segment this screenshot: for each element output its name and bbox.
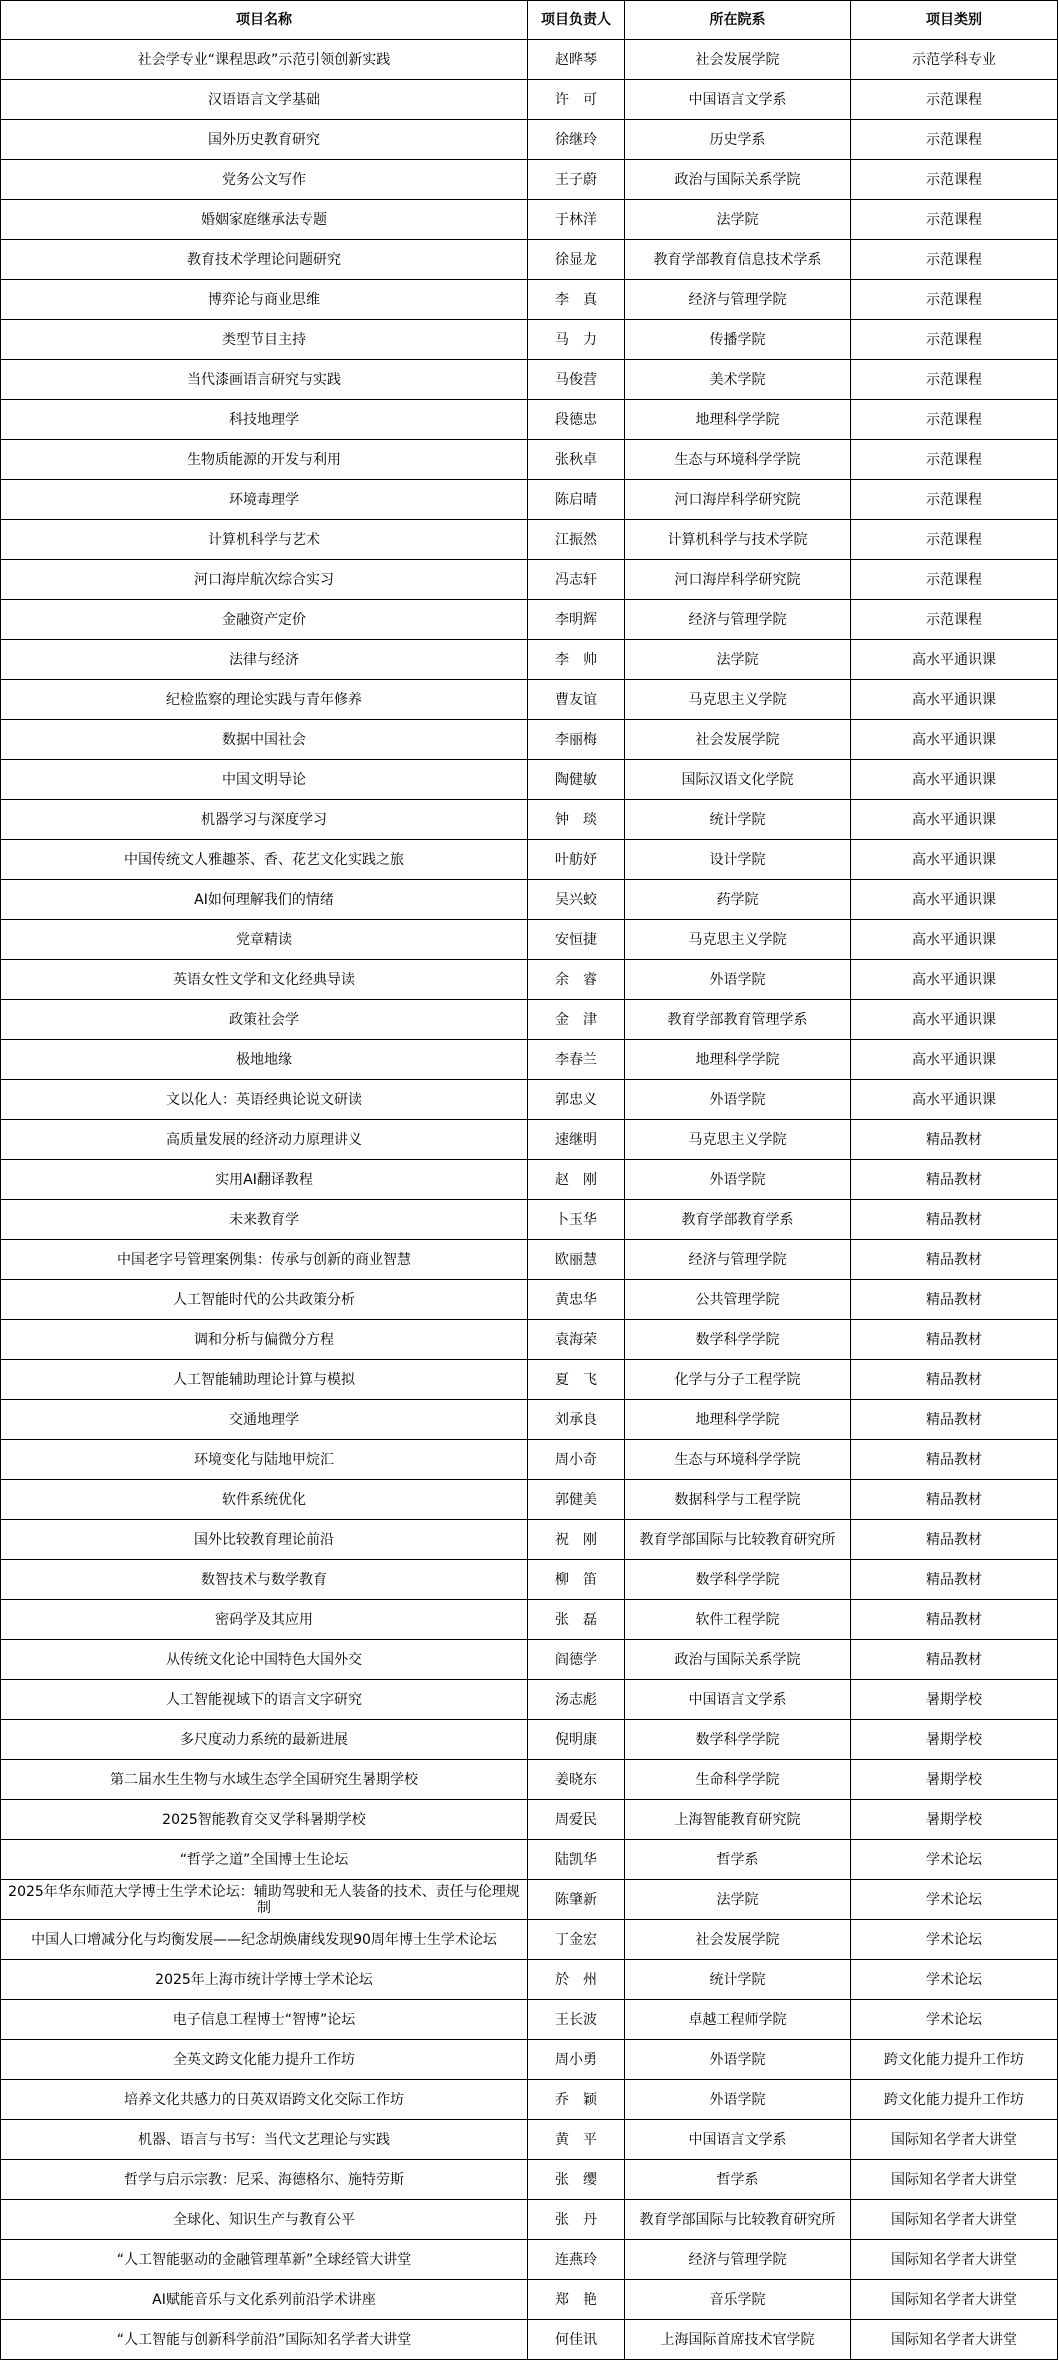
table-row <box>1 1560 1058 1600</box>
header-row <box>1 1 1058 40</box>
cell-department: 法学院 <box>625 1880 851 1920</box>
cell-project-name: 环境变化与陆地甲烷汇 <box>1 1440 528 1480</box>
cell-project-category: 精品教材 <box>851 1120 1058 1160</box>
cell-project-name: 党章精读 <box>1 920 528 960</box>
table-row <box>1 1880 1058 1920</box>
cell-department: 外语学院 <box>625 1080 851 1120</box>
cell-department: 化学与分子工程学院 <box>625 1360 851 1400</box>
cell-department: 数学科学学院 <box>625 1720 851 1760</box>
cell-project-leader: 金 津 <box>528 1000 625 1040</box>
cell-department: 公共管理学院 <box>625 1280 851 1320</box>
cell-department: 地理科学学院 <box>625 1040 851 1080</box>
cell-department: 国际汉语文化学院 <box>625 760 851 800</box>
cell-project-category: 高水平通识课 <box>851 960 1058 1000</box>
table-row <box>1 520 1058 560</box>
cell-project-name: “人工智能驱动的金融管理革新”全球经管大讲堂 <box>1 2240 528 2280</box>
table-row <box>1 1920 1058 1960</box>
cell-project-name: 法律与经济 <box>1 640 528 680</box>
cell-project-leader: 张 缨 <box>528 2160 625 2200</box>
cell-project-category: 精品教材 <box>851 1520 1058 1560</box>
table-row <box>1 1520 1058 1560</box>
cell-project-category: 高水平通识课 <box>851 920 1058 960</box>
cell-project-category: 学术论坛 <box>851 1880 1058 1920</box>
cell-department: 政治与国际关系学院 <box>625 160 851 200</box>
cell-project-category: 学术论坛 <box>851 2000 1058 2040</box>
cell-project-name: 国外比较教育理论前沿 <box>1 1520 528 1560</box>
cell-project-category: 示范课程 <box>851 280 1058 320</box>
table-row <box>1 160 1058 200</box>
cell-project-leader: 李丽梅 <box>528 720 625 760</box>
cell-project-name: 中国文明导论 <box>1 760 528 800</box>
cell-project-category: 高水平通识课 <box>851 800 1058 840</box>
cell-project-category: 国际知名学者大讲堂 <box>851 2320 1058 2360</box>
table-row <box>1 40 1058 80</box>
cell-project-leader: 倪明康 <box>528 1720 625 1760</box>
cell-project-category: 精品教材 <box>851 1240 1058 1280</box>
cell-project-category: 暑期学校 <box>851 1720 1058 1760</box>
cell-project-leader: 冯志轩 <box>528 560 625 600</box>
cell-project-name: 中国人口增减分化与均衡发展——纪念胡焕庸线发现90周年博士生学术论坛 <box>1 1920 528 1960</box>
cell-project-name: 2025智能教育交叉学科暑期学校 <box>1 1800 528 1840</box>
cell-project-name: 金融资产定价 <box>1 600 528 640</box>
cell-project-name: 教育技术学理论问题研究 <box>1 240 528 280</box>
cell-project-leader: 夏 飞 <box>528 1360 625 1400</box>
cell-project-category: 精品教材 <box>851 1280 1058 1320</box>
cell-project-category: 精品教材 <box>851 1600 1058 1640</box>
cell-project-category: 国际知名学者大讲堂 <box>851 2120 1058 2160</box>
table-row <box>1 560 1058 600</box>
cell-department: 哲学系 <box>625 1840 851 1880</box>
cell-department: 法学院 <box>625 640 851 680</box>
cell-project-name: 河口海岸航次综合实习 <box>1 560 528 600</box>
table-row <box>1 1320 1058 1360</box>
cell-project-name: 生物质能源的开发与利用 <box>1 440 528 480</box>
cell-department: 教育学部国际与比较教育研究所 <box>625 1520 851 1560</box>
cell-project-name: 人工智能视域下的语言文字研究 <box>1 1680 528 1720</box>
cell-department: 经济与管理学院 <box>625 600 851 640</box>
cell-project-leader: 曹友谊 <box>528 680 625 720</box>
cell-project-name: AI如何理解我们的情绪 <box>1 880 528 920</box>
cell-project-category: 示范课程 <box>851 480 1058 520</box>
cell-project-leader: 于林洋 <box>528 200 625 240</box>
cell-project-name: 未来教育学 <box>1 1200 528 1240</box>
cell-department: 马克思主义学院 <box>625 1120 851 1160</box>
cell-project-category: 精品教材 <box>851 1200 1058 1240</box>
cell-project-name: 人工智能辅助理论计算与模拟 <box>1 1360 528 1400</box>
cell-project-leader: 李 真 <box>528 280 625 320</box>
cell-project-leader: 速继明 <box>528 1120 625 1160</box>
cell-department: 马克思主义学院 <box>625 680 851 720</box>
cell-department: 地理科学学院 <box>625 400 851 440</box>
cell-project-category: 学术论坛 <box>851 1920 1058 1960</box>
cell-project-leader: 欧丽慧 <box>528 1240 625 1280</box>
cell-project-category: 示范课程 <box>851 160 1058 200</box>
cell-project-category: 示范课程 <box>851 320 1058 360</box>
cell-project-name: 全球化、知识生产与教育公平 <box>1 2200 528 2240</box>
cell-department: 传播学院 <box>625 320 851 360</box>
table-row <box>1 880 1058 920</box>
cell-department: 哲学系 <box>625 2160 851 2200</box>
cell-project-category: 示范课程 <box>851 440 1058 480</box>
cell-project-leader: 赵晔琴 <box>528 40 625 80</box>
table-row <box>1 400 1058 440</box>
cell-project-leader: 黄忠华 <box>528 1280 625 1320</box>
cell-project-leader: 汤志彪 <box>528 1680 625 1720</box>
table-row <box>1 1360 1058 1400</box>
cell-project-name: 英语女性文学和文化经典导读 <box>1 960 528 1000</box>
table-row <box>1 440 1058 480</box>
cell-project-name: 数智技术与数学教育 <box>1 1560 528 1600</box>
cell-project-name: 哲学与启示宗教：尼采、海德格尔、施特劳斯 <box>1 2160 528 2200</box>
cell-department: 教育学部教育信息技术学系 <box>625 240 851 280</box>
cell-project-name: 纪检监察的理论实践与青年修养 <box>1 680 528 720</box>
cell-project-leader: 郭健美 <box>528 1480 625 1520</box>
table-row <box>1 1640 1058 1680</box>
cell-department: 政治与国际关系学院 <box>625 1640 851 1680</box>
cell-department: 河口海岸科学研究院 <box>625 560 851 600</box>
table-row <box>1 1760 1058 1800</box>
cell-project-name: 高质量发展的经济动力原理讲义 <box>1 1120 528 1160</box>
cell-project-name: 党务公文写作 <box>1 160 528 200</box>
table-row <box>1 1000 1058 1040</box>
cell-department: 统计学院 <box>625 800 851 840</box>
cell-project-name: 当代漆画语言研究与实践 <box>1 360 528 400</box>
cell-department: 教育学部国际与比较教育研究所 <box>625 2200 851 2240</box>
cell-project-name: 婚姻家庭继承法专题 <box>1 200 528 240</box>
cell-project-category: 精品教材 <box>851 1440 1058 1480</box>
cell-department: 外语学院 <box>625 1160 851 1200</box>
cell-project-category: 高水平通识课 <box>851 1000 1058 1040</box>
cell-project-leader: 乔 颖 <box>528 2080 625 2120</box>
cell-department: 外语学院 <box>625 960 851 1000</box>
table-body <box>1 40 1058 2360</box>
cell-project-category: 示范课程 <box>851 200 1058 240</box>
cell-project-leader: 陆凯华 <box>528 1840 625 1880</box>
header-department: 所在院系 <box>625 1 851 40</box>
cell-department: 河口海岸科学研究院 <box>625 480 851 520</box>
cell-project-category: 跨文化能力提升工作坊 <box>851 2040 1058 2080</box>
cell-project-leader: 马俊营 <box>528 360 625 400</box>
cell-department: 外语学院 <box>625 2080 851 2120</box>
table-row <box>1 2240 1058 2280</box>
table-row <box>1 200 1058 240</box>
cell-project-category: 示范课程 <box>851 560 1058 600</box>
cell-project-leader: 柳 笛 <box>528 1560 625 1600</box>
cell-project-leader: 陶健敏 <box>528 760 625 800</box>
table-row <box>1 1160 1058 1200</box>
cell-department: 卓越工程师学院 <box>625 2000 851 2040</box>
cell-project-leader: 姜晓东 <box>528 1760 625 1800</box>
cell-department: 美术学院 <box>625 360 851 400</box>
table-row <box>1 1840 1058 1880</box>
cell-project-category: 精品教材 <box>851 1560 1058 1600</box>
cell-project-name: 文以化人：英语经典论说文研读 <box>1 1080 528 1120</box>
cell-project-category: 高水平通识课 <box>851 720 1058 760</box>
cell-project-category: 高水平通识课 <box>851 1040 1058 1080</box>
cell-project-name: “哲学之道”全国博士生论坛 <box>1 1840 528 1880</box>
cell-project-leader: 陈肇新 <box>528 1880 625 1920</box>
cell-project-leader: 周爱民 <box>528 1800 625 1840</box>
cell-project-name: 类型节目主持 <box>1 320 528 360</box>
table-row <box>1 600 1058 640</box>
cell-department: 软件工程学院 <box>625 1600 851 1640</box>
cell-project-category: 精品教材 <box>851 1400 1058 1440</box>
cell-department: 数据科学与工程学院 <box>625 1480 851 1520</box>
cell-department: 音乐学院 <box>625 2280 851 2320</box>
cell-project-leader: 张 磊 <box>528 1600 625 1640</box>
cell-department: 统计学院 <box>625 1960 851 2000</box>
header-project-leader: 项目负责人 <box>528 1 625 40</box>
cell-department: 计算机科学与技术学院 <box>625 520 851 560</box>
table-row <box>1 1400 1058 1440</box>
header-project-category: 项目类别 <box>851 1 1058 40</box>
table-row <box>1 800 1058 840</box>
cell-department: 生命科学学院 <box>625 1760 851 1800</box>
table-row <box>1 2040 1058 2080</box>
table-row <box>1 1080 1058 1120</box>
table-row <box>1 1720 1058 1760</box>
cell-project-leader: 吴兴蛟 <box>528 880 625 920</box>
cell-project-name: 电子信息工程博士“智博”论坛 <box>1 2000 528 2040</box>
cell-project-name: 2025年华东师范大学博士生学术论坛：辅助驾驶和无人装备的技术、责任与伦理规制 <box>1 1880 528 1920</box>
cell-project-leader: 徐显龙 <box>528 240 625 280</box>
cell-project-leader: 阎德学 <box>528 1640 625 1680</box>
cell-project-name: 人工智能时代的公共政策分析 <box>1 1280 528 1320</box>
table-row <box>1 960 1058 1000</box>
table-row <box>1 2280 1058 2320</box>
table-row <box>1 1200 1058 1240</box>
cell-project-category: 示范课程 <box>851 240 1058 280</box>
cell-project-category: 暑期学校 <box>851 1800 1058 1840</box>
cell-project-leader: 於 州 <box>528 1960 625 2000</box>
cell-project-name: 培养文化共感力的日英双语跨文化交际工作坊 <box>1 2080 528 2120</box>
cell-project-name: 环境毒理学 <box>1 480 528 520</box>
cell-project-category: 学术论坛 <box>851 1960 1058 2000</box>
cell-department: 生态与环境科学学院 <box>625 1440 851 1480</box>
cell-project-category: 精品教材 <box>851 1640 1058 1680</box>
table-row <box>1 2080 1058 2120</box>
cell-department: 外语学院 <box>625 2040 851 2080</box>
cell-project-leader: 李 帅 <box>528 640 625 680</box>
table-row <box>1 1040 1058 1080</box>
cell-project-leader: 连燕玲 <box>528 2240 625 2280</box>
cell-project-category: 高水平通识课 <box>851 880 1058 920</box>
cell-project-category: 高水平通识课 <box>851 840 1058 880</box>
cell-project-category: 国际知名学者大讲堂 <box>851 2240 1058 2280</box>
cell-project-leader: 李春兰 <box>528 1040 625 1080</box>
table-row <box>1 280 1058 320</box>
cell-project-leader: 张秋卓 <box>528 440 625 480</box>
cell-project-category: 跨文化能力提升工作坊 <box>851 2080 1058 2120</box>
cell-project-name: 实用AI翻译教程 <box>1 1160 528 1200</box>
table-row <box>1 120 1058 160</box>
cell-project-category: 暑期学校 <box>851 1760 1058 1800</box>
cell-project-name: 计算机科学与艺术 <box>1 520 528 560</box>
cell-project-name: 博弈论与商业思维 <box>1 280 528 320</box>
table-row <box>1 640 1058 680</box>
cell-project-leader: 周小勇 <box>528 2040 625 2080</box>
table-row <box>1 80 1058 120</box>
cell-project-name: 密码学及其应用 <box>1 1600 528 1640</box>
cell-department: 历史学系 <box>625 120 851 160</box>
cell-department: 法学院 <box>625 200 851 240</box>
table-row <box>1 2160 1058 2200</box>
cell-project-name: 机器学习与深度学习 <box>1 800 528 840</box>
cell-project-name: 软件系统优化 <box>1 1480 528 1520</box>
cell-project-category: 精品教材 <box>851 1320 1058 1360</box>
cell-project-category: 示范课程 <box>851 360 1058 400</box>
table-row <box>1 240 1058 280</box>
cell-project-category: 国际知名学者大讲堂 <box>851 2200 1058 2240</box>
table-row <box>1 1480 1058 1520</box>
cell-project-name: 第二届水生生物与水域生态学全国研究生暑期学校 <box>1 1760 528 1800</box>
header-project-name: 项目名称 <box>1 1 528 40</box>
cell-project-name: 数据中国社会 <box>1 720 528 760</box>
cell-project-leader: 卜玉华 <box>528 1200 625 1240</box>
table-row <box>1 480 1058 520</box>
cell-department: 教育学部教育学系 <box>625 1200 851 1240</box>
cell-project-category: 暑期学校 <box>851 1680 1058 1720</box>
cell-project-category: 示范课程 <box>851 80 1058 120</box>
cell-project-leader: 何佳讯 <box>528 2320 625 2360</box>
cell-project-name: “人工智能与创新科学前沿”国际知名学者大讲堂 <box>1 2320 528 2360</box>
table-row <box>1 1240 1058 1280</box>
table-row <box>1 1280 1058 1320</box>
cell-department: 生态与环境科学学院 <box>625 440 851 480</box>
cell-project-name: 社会学专业“课程思政”示范引领创新实践 <box>1 40 528 80</box>
cell-project-leader: 张 丹 <box>528 2200 625 2240</box>
cell-department: 中国语言文学系 <box>625 80 851 120</box>
cell-project-leader: 许 可 <box>528 80 625 120</box>
cell-department: 药学院 <box>625 880 851 920</box>
cell-project-leader: 江振然 <box>528 520 625 560</box>
cell-project-leader: 郑 艳 <box>528 2280 625 2320</box>
table-row <box>1 1800 1058 1840</box>
cell-project-category: 国际知名学者大讲堂 <box>851 2160 1058 2200</box>
cell-department: 上海智能教育研究院 <box>625 1800 851 1840</box>
cell-project-leader: 王子蔚 <box>528 160 625 200</box>
cell-department: 社会发展学院 <box>625 40 851 80</box>
cell-project-leader: 袁海荣 <box>528 1320 625 1360</box>
cell-department: 社会发展学院 <box>625 720 851 760</box>
table-row <box>1 1960 1058 2000</box>
cell-project-category: 学术论坛 <box>851 1840 1058 1880</box>
cell-department: 经济与管理学院 <box>625 280 851 320</box>
table-row <box>1 2120 1058 2160</box>
cell-project-name: 机器、语言与书写：当代文艺理论与实践 <box>1 2120 528 2160</box>
cell-department: 中国语言文学系 <box>625 1680 851 1720</box>
cell-department: 数学科学学院 <box>625 1320 851 1360</box>
cell-project-name: 交通地理学 <box>1 1400 528 1440</box>
table-row <box>1 840 1058 880</box>
cell-project-name: 多尺度动力系统的最新进展 <box>1 1720 528 1760</box>
table-row <box>1 680 1058 720</box>
cell-project-category: 示范学科专业 <box>851 40 1058 80</box>
table-row <box>1 1120 1058 1160</box>
cell-project-leader: 祝 刚 <box>528 1520 625 1560</box>
table-row <box>1 1440 1058 1480</box>
table-row <box>1 2320 1058 2360</box>
cell-project-leader: 王长波 <box>528 2000 625 2040</box>
cell-project-name: 调和分析与偏微分方程 <box>1 1320 528 1360</box>
cell-project-leader: 钟 琰 <box>528 800 625 840</box>
cell-project-category: 高水平通识课 <box>851 1080 1058 1120</box>
table-row <box>1 760 1058 800</box>
cell-department: 设计学院 <box>625 840 851 880</box>
cell-department: 数学科学学院 <box>625 1560 851 1600</box>
cell-project-category: 高水平通识课 <box>851 640 1058 680</box>
cell-project-leader: 徐继玲 <box>528 120 625 160</box>
cell-project-leader: 段德忠 <box>528 400 625 440</box>
cell-project-leader: 周小奇 <box>528 1440 625 1480</box>
cell-project-name: 全英文跨文化能力提升工作坊 <box>1 2040 528 2080</box>
cell-project-name: 极地地缘 <box>1 1040 528 1080</box>
cell-project-category: 示范课程 <box>851 120 1058 160</box>
cell-project-category: 示范课程 <box>851 400 1058 440</box>
cell-project-leader: 李明辉 <box>528 600 625 640</box>
cell-project-name: 2025年上海市统计学博士学术论坛 <box>1 1960 528 2000</box>
table-row <box>1 320 1058 360</box>
table-row <box>1 720 1058 760</box>
table-row <box>1 360 1058 400</box>
cell-department: 上海国际首席技术官学院 <box>625 2320 851 2360</box>
cell-department: 地理科学学院 <box>625 1400 851 1440</box>
cell-project-leader: 余 睿 <box>528 960 625 1000</box>
cell-project-category: 示范课程 <box>851 600 1058 640</box>
cell-department: 中国语言文学系 <box>625 2120 851 2160</box>
cell-project-category: 高水平通识课 <box>851 760 1058 800</box>
cell-project-leader: 马 力 <box>528 320 625 360</box>
cell-department: 经济与管理学院 <box>625 2240 851 2280</box>
table-row <box>1 2000 1058 2040</box>
cell-project-leader: 刘承良 <box>528 1400 625 1440</box>
cell-project-category: 国际知名学者大讲堂 <box>851 2280 1058 2320</box>
cell-project-leader: 叶舫妤 <box>528 840 625 880</box>
cell-project-leader: 丁金宏 <box>528 1920 625 1960</box>
cell-project-leader: 陈启晴 <box>528 480 625 520</box>
cell-project-category: 精品教材 <box>851 1360 1058 1400</box>
cell-project-name: 国外历史教育研究 <box>1 120 528 160</box>
cell-project-leader: 郭忠义 <box>528 1080 625 1120</box>
cell-project-category: 精品教材 <box>851 1160 1058 1200</box>
cell-project-name: 汉语语言文学基础 <box>1 80 528 120</box>
cell-department: 教育学部教育管理学系 <box>625 1000 851 1040</box>
cell-project-name: 中国传统文人雅趣茶、香、花艺文化实践之旅 <box>1 840 528 880</box>
cell-project-name: AI赋能音乐与文化系列前沿学术讲座 <box>1 2280 528 2320</box>
table-row <box>1 1680 1058 1720</box>
cell-department: 马克思主义学院 <box>625 920 851 960</box>
cell-project-leader: 黄 平 <box>528 2120 625 2160</box>
cell-project-leader: 赵 刚 <box>528 1160 625 1200</box>
cell-project-name: 从传统文化论中国特色大国外交 <box>1 1640 528 1680</box>
cell-project-category: 精品教材 <box>851 1480 1058 1520</box>
cell-project-category: 高水平通识课 <box>851 680 1058 720</box>
table-row <box>1 2200 1058 2240</box>
cell-project-name: 中国老字号管理案例集：传承与创新的商业智慧 <box>1 1240 528 1280</box>
table-row <box>1 1600 1058 1640</box>
cell-project-name: 政策社会学 <box>1 1000 528 1040</box>
table-row <box>1 920 1058 960</box>
cell-department: 经济与管理学院 <box>625 1240 851 1280</box>
cell-project-category: 示范课程 <box>851 520 1058 560</box>
cell-department: 社会发展学院 <box>625 1920 851 1960</box>
cell-project-name: 科技地理学 <box>1 400 528 440</box>
cell-project-leader: 安恒捷 <box>528 920 625 960</box>
